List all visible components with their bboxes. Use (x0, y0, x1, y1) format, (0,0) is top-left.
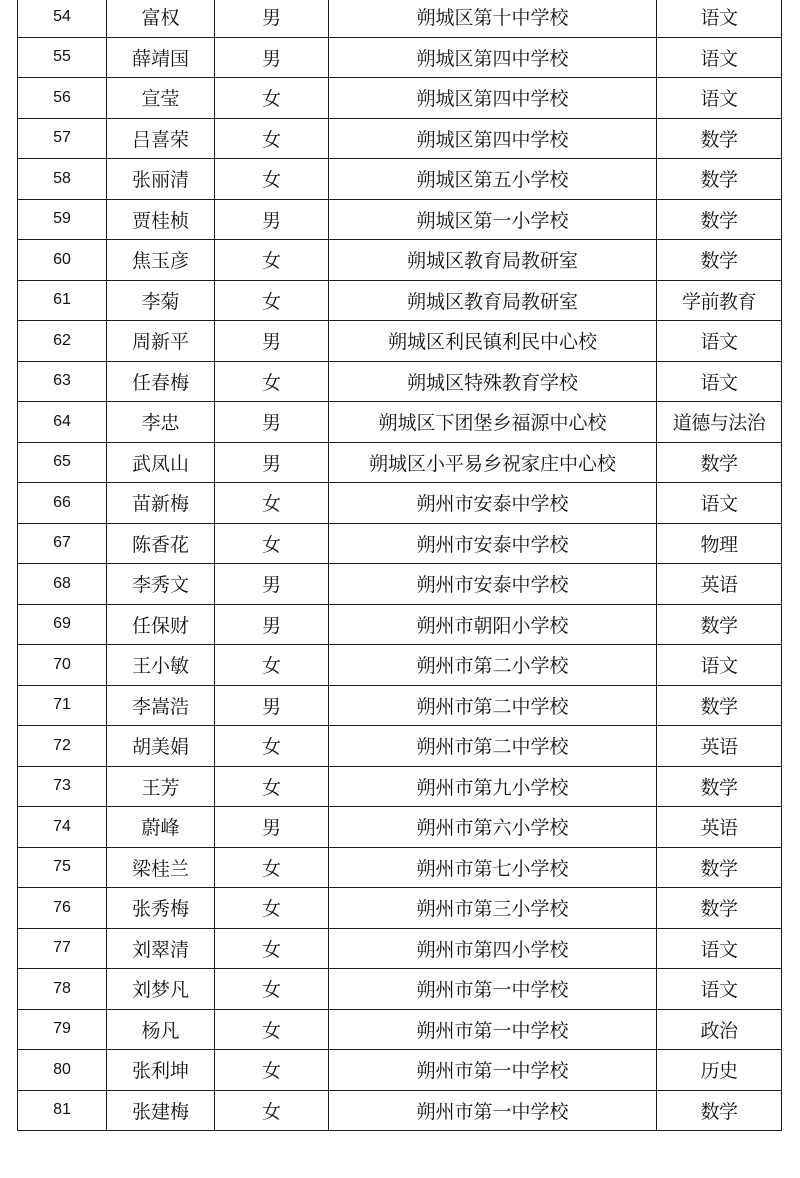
gender-cell: 男 (215, 685, 329, 726)
table-row (18, 523, 782, 564)
school-cell: 朔城区小平易乡祝家庄中心校 (329, 442, 657, 483)
gender-cell: 女 (215, 1090, 329, 1131)
teacher-name: 李嵩浩 (107, 685, 215, 726)
subject-cell: 数学 (657, 766, 782, 807)
subject-cell: 历史 (657, 1050, 782, 1091)
table-row (18, 847, 782, 888)
school-cell: 朔城区第十中学校 (329, 0, 657, 37)
subject-cell: 数学 (657, 442, 782, 483)
row-number: 78 (18, 969, 107, 1010)
table-row (18, 321, 782, 362)
subject-cell: 数学 (657, 604, 782, 645)
teacher-name: 薛靖国 (107, 37, 215, 78)
row-number: 73 (18, 766, 107, 807)
teacher-name: 张秀梅 (107, 888, 215, 929)
roster-table (17, 0, 782, 1131)
school-cell: 朔州市第三小学校 (329, 888, 657, 929)
gender-cell: 女 (215, 523, 329, 564)
gender-cell: 女 (215, 1050, 329, 1091)
subject-cell: 数学 (657, 199, 782, 240)
gender-cell: 女 (215, 766, 329, 807)
gender-cell: 男 (215, 0, 329, 37)
table-row (18, 78, 782, 119)
gender-cell: 女 (215, 928, 329, 969)
teacher-name: 王芳 (107, 766, 215, 807)
teacher-name: 刘翠清 (107, 928, 215, 969)
school-cell: 朔州市第一中学校 (329, 1009, 657, 1050)
table-row (18, 807, 782, 848)
table-row (18, 402, 782, 443)
row-number: 66 (18, 483, 107, 524)
school-cell: 朔城区第四中学校 (329, 78, 657, 119)
teacher-name: 胡美娟 (107, 726, 215, 767)
school-cell: 朔城区下团堡乡福源中心校 (329, 402, 657, 443)
teacher-name: 刘梦凡 (107, 969, 215, 1010)
school-cell: 朔城区利民镇利民中心校 (329, 321, 657, 362)
gender-cell: 男 (215, 564, 329, 605)
school-cell: 朔州市第六小学校 (329, 807, 657, 848)
school-cell: 朔城区第四中学校 (329, 37, 657, 78)
school-cell: 朔州市朝阳小学校 (329, 604, 657, 645)
row-number: 75 (18, 847, 107, 888)
gender-cell: 女 (215, 645, 329, 686)
table-row (18, 928, 782, 969)
gender-cell: 女 (215, 361, 329, 402)
subject-cell: 语文 (657, 969, 782, 1010)
teacher-name: 梁桂兰 (107, 847, 215, 888)
table-row (18, 361, 782, 402)
subject-cell: 英语 (657, 564, 782, 605)
table-row (18, 240, 782, 281)
teacher-name: 周新平 (107, 321, 215, 362)
teacher-name: 任保财 (107, 604, 215, 645)
subject-cell: 数学 (657, 685, 782, 726)
teacher-name: 宣莹 (107, 78, 215, 119)
table-row (18, 726, 782, 767)
school-cell: 朔城区第五小学校 (329, 159, 657, 200)
gender-cell: 女 (215, 726, 329, 767)
gender-cell: 男 (215, 807, 329, 848)
teacher-name: 蔚峰 (107, 807, 215, 848)
subject-cell: 数学 (657, 1090, 782, 1131)
subject-cell: 语文 (657, 37, 782, 78)
gender-cell: 女 (215, 78, 329, 119)
subject-cell: 物理 (657, 523, 782, 564)
teacher-name: 李菊 (107, 280, 215, 321)
gender-cell: 女 (215, 240, 329, 281)
gender-cell: 男 (215, 37, 329, 78)
subject-cell: 语文 (657, 78, 782, 119)
gender-cell: 女 (215, 1009, 329, 1050)
teacher-name: 焦玉彦 (107, 240, 215, 281)
row-number: 71 (18, 685, 107, 726)
subject-cell: 数学 (657, 118, 782, 159)
gender-cell: 女 (215, 483, 329, 524)
table-row (18, 280, 782, 321)
school-cell: 朔州市第九小学校 (329, 766, 657, 807)
school-cell: 朔城区教育局教研室 (329, 240, 657, 281)
row-number: 77 (18, 928, 107, 969)
subject-cell: 语文 (657, 0, 782, 37)
row-number: 68 (18, 564, 107, 605)
teacher-name: 张建梅 (107, 1090, 215, 1131)
row-number: 70 (18, 645, 107, 686)
row-number: 72 (18, 726, 107, 767)
gender-cell: 女 (215, 847, 329, 888)
school-cell: 朔城区特殊教育学校 (329, 361, 657, 402)
table-row (18, 645, 782, 686)
subject-cell: 语文 (657, 645, 782, 686)
subject-cell: 语文 (657, 361, 782, 402)
teacher-name: 贾桂桢 (107, 199, 215, 240)
table-row (18, 564, 782, 605)
row-number: 79 (18, 1009, 107, 1050)
table-row (18, 604, 782, 645)
table-row (18, 1009, 782, 1050)
teacher-name: 富权 (107, 0, 215, 37)
row-number: 55 (18, 37, 107, 78)
table-row (18, 159, 782, 200)
teacher-name: 张丽清 (107, 159, 215, 200)
row-number: 64 (18, 402, 107, 443)
roster-body (18, 0, 782, 1131)
gender-cell: 男 (215, 604, 329, 645)
table-row (18, 969, 782, 1010)
row-number: 58 (18, 159, 107, 200)
school-cell: 朔州市安泰中学校 (329, 483, 657, 524)
teacher-name: 杨凡 (107, 1009, 215, 1050)
teacher-name: 李忠 (107, 402, 215, 443)
school-cell: 朔城区第一小学校 (329, 199, 657, 240)
subject-cell: 语文 (657, 321, 782, 362)
subject-cell: 数学 (657, 847, 782, 888)
row-number: 80 (18, 1050, 107, 1091)
gender-cell: 女 (215, 280, 329, 321)
table-row (18, 442, 782, 483)
table-row (18, 118, 782, 159)
subject-cell: 数学 (657, 240, 782, 281)
table-row (18, 37, 782, 78)
subject-cell: 语文 (657, 483, 782, 524)
row-number: 60 (18, 240, 107, 281)
teacher-name: 王小敏 (107, 645, 215, 686)
row-number: 74 (18, 807, 107, 848)
teacher-name: 苗新梅 (107, 483, 215, 524)
subject-cell: 英语 (657, 807, 782, 848)
row-number: 62 (18, 321, 107, 362)
table-row (18, 483, 782, 524)
school-cell: 朔州市第二小学校 (329, 645, 657, 686)
subject-cell: 学前教育 (657, 280, 782, 321)
teacher-name: 陈香花 (107, 523, 215, 564)
school-cell: 朔州市第一中学校 (329, 1090, 657, 1131)
table-row (18, 1050, 782, 1091)
gender-cell: 男 (215, 402, 329, 443)
table-row (18, 888, 782, 929)
table-row (18, 685, 782, 726)
row-number: 69 (18, 604, 107, 645)
teacher-name: 吕喜荣 (107, 118, 215, 159)
row-number: 63 (18, 361, 107, 402)
teacher-name: 李秀文 (107, 564, 215, 605)
subject-cell: 语文 (657, 928, 782, 969)
school-cell: 朔州市第二中学校 (329, 726, 657, 767)
table-row (18, 766, 782, 807)
row-number: 81 (18, 1090, 107, 1131)
gender-cell: 女 (215, 118, 329, 159)
row-number: 57 (18, 118, 107, 159)
teacher-name: 武凤山 (107, 442, 215, 483)
school-cell: 朔州市第二中学校 (329, 685, 657, 726)
gender-cell: 女 (215, 969, 329, 1010)
gender-cell: 男 (215, 199, 329, 240)
table-row (18, 199, 782, 240)
teacher-name: 张利坤 (107, 1050, 215, 1091)
row-number: 67 (18, 523, 107, 564)
school-cell: 朔州市第一中学校 (329, 1050, 657, 1091)
school-cell: 朔城区第四中学校 (329, 118, 657, 159)
school-cell: 朔城区教育局教研室 (329, 280, 657, 321)
school-cell: 朔州市安泰中学校 (329, 564, 657, 605)
school-cell: 朔州市第一中学校 (329, 969, 657, 1010)
row-number: 76 (18, 888, 107, 929)
subject-cell: 英语 (657, 726, 782, 767)
row-number: 61 (18, 280, 107, 321)
row-number: 65 (18, 442, 107, 483)
gender-cell: 女 (215, 888, 329, 929)
gender-cell: 男 (215, 321, 329, 362)
subject-cell: 数学 (657, 888, 782, 929)
table-row (18, 1090, 782, 1131)
row-number: 54 (18, 0, 107, 37)
gender-cell: 男 (215, 442, 329, 483)
subject-cell: 道德与法治 (657, 402, 782, 443)
school-cell: 朔州市第七小学校 (329, 847, 657, 888)
row-number: 59 (18, 199, 107, 240)
school-cell: 朔州市第四小学校 (329, 928, 657, 969)
subject-cell: 数学 (657, 159, 782, 200)
gender-cell: 女 (215, 159, 329, 200)
table-row (18, 0, 782, 37)
subject-cell: 政治 (657, 1009, 782, 1050)
school-cell: 朔州市安泰中学校 (329, 523, 657, 564)
teacher-name: 任春梅 (107, 361, 215, 402)
row-number: 56 (18, 78, 107, 119)
